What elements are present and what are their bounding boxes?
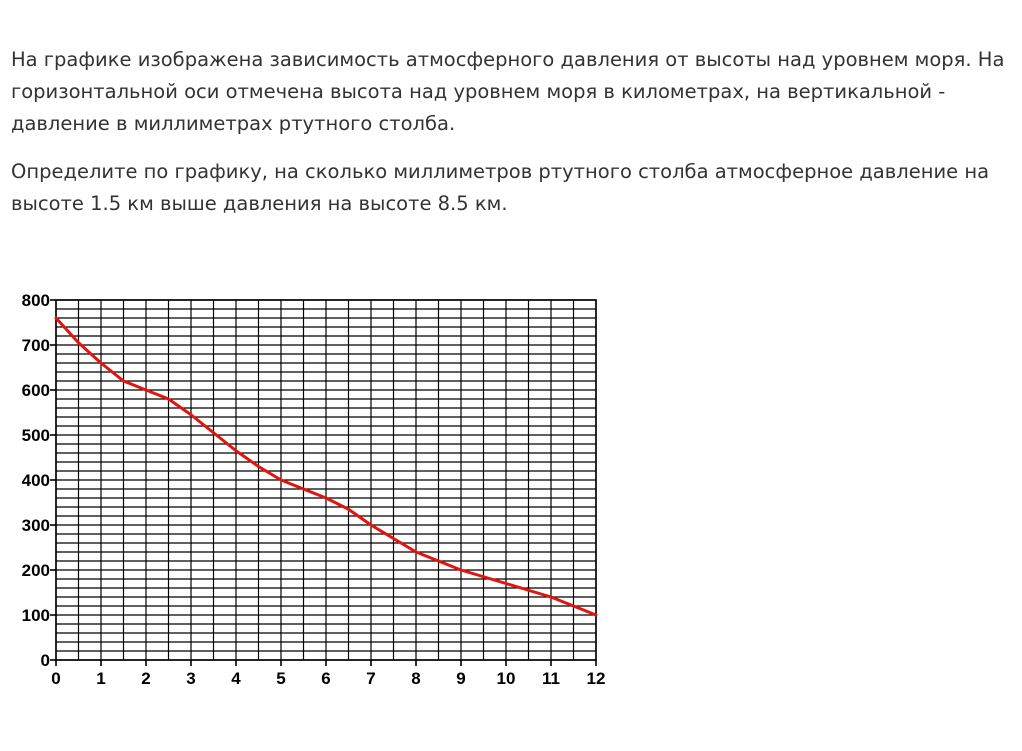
problem-text [11,44,1016,220]
y-tick-label: 400 [21,471,50,490]
pressure-altitude-chart [0,280,640,700]
problem-paragraph-1: На графике изображена зависимость атмосферного давления от высоты над уровнем моря. На горизонтальной оси отмечена высота над уровнем моря в километрах, на вертикальной - давление в миллиметрах ртутного столба. [11,48,1005,135]
x-tick-label: 10 [496,669,516,688]
x-tick-label: 5 [276,669,286,688]
x-tick-label: 7 [366,669,376,688]
y-tick-label: 700 [21,336,50,355]
x-tick-label: 12 [586,669,606,688]
x-axis-labels [51,669,605,688]
chart-grid [56,300,596,660]
x-tick-label: 0 [51,669,61,688]
x-tick-label: 3 [186,669,196,688]
x-tick-label: 9 [456,669,466,688]
x-tick-label: 6 [321,669,331,688]
chart-axes [50,300,596,666]
y-axis-labels [22,291,50,670]
y-tick-label: 300 [21,516,50,535]
y-tick-label: 200 [21,561,50,580]
x-tick-label: 11 [542,669,560,688]
x-tick-label: 2 [141,669,151,688]
y-tick-label: 600 [21,381,50,400]
y-tick-label: 500 [21,426,50,445]
x-tick-label: 1 [96,669,106,688]
x-tick-label: 4 [231,669,241,688]
y-tick-label: 0 [40,651,50,670]
problem-paragraph-2: Определите по графику, на сколько миллиметров ртутного столба атмосферное давление на высоте 1.5 км выше давления на высоте 8.5 км. [11,160,990,215]
y-tick-label: 800 [21,291,50,310]
y-tick-label: 100 [21,606,50,625]
x-tick-label: 8 [411,669,421,688]
